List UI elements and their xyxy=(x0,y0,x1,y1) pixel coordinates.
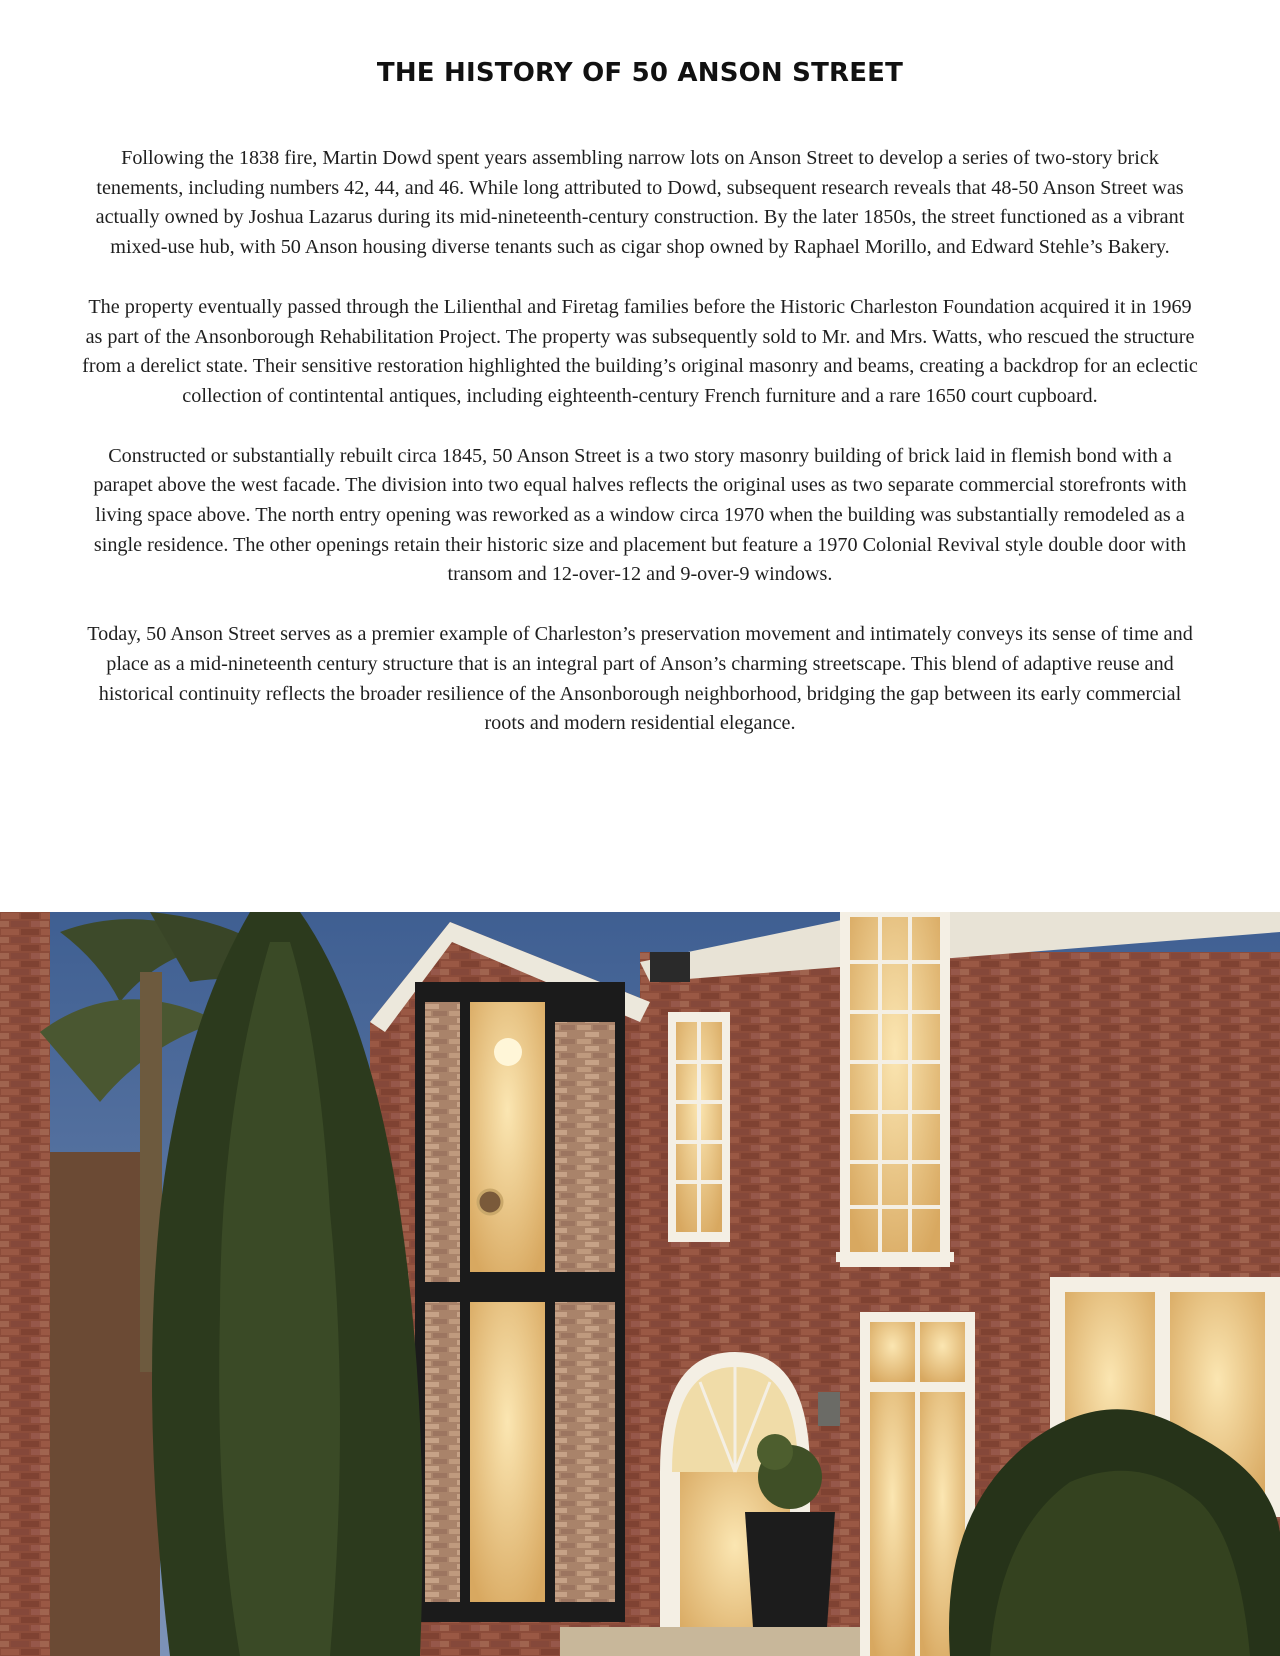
wall-lantern xyxy=(818,1392,840,1426)
house-illustration xyxy=(0,912,1280,1656)
left-wall xyxy=(0,912,50,1656)
upper-window-right xyxy=(836,912,954,1267)
history-paragraph-2: The property eventually passed through the Lilienthal and Firetag families before the Historic Charleston Foundation acquired it in 1969 as part of the Ansonborough Rehabilitation Project. The property was subsequently sold to Mr. and Mrs. Watts, who rescued the structure from a derelict state. Their sensitive restoration highlighted the building’s original masonry and beams, creating a backdrop for an eclectic collection of contintental antiques, including eighteenth-century French furniture and a rare 1650 court cupboard. xyxy=(82,295,1198,407)
glass-stair-tower xyxy=(415,982,625,1622)
history-paragraph-4: Today, 50 Anson Street serves as a premier example of Charleston’s preservation movement and intimately conveys its sense of time and place as a mid-nineteenth century structure that is an integral part of Anson’s charming streetscape. This blend of adaptive reuse and historical continuity reflects the broader resilience of the Ansonborough neighborhood, bridging the gap between its early commercial roots and modern residential elegance. xyxy=(87,623,1193,735)
history-body xyxy=(78,144,1202,769)
house-exterior-photo xyxy=(0,912,1280,1656)
page-title: THE HISTORY OF 50 ANSON STREET xyxy=(376,58,904,88)
courtyard-paving xyxy=(560,1627,860,1656)
upper-window-left xyxy=(668,1012,730,1242)
history-paragraph-1: Following the 1838 fire, Martin Dowd spent years assembling narrow lots on Anson Street to develop a series of two-story brick tenements, including numbers 42, 44, and 46. While long attributed to Dowd, subsequent research reveals that 48-50 Anson Street was actually owned by Joshua Lazarus during its mid-nineteenth-century construction. By the later 1850s, the street functioned as a vibrant mixed-use hub, with 50 Anson housing diverse tenants such as cigar shop owned by Raphael Morillo, and Edward Stehle’s Bakery. xyxy=(95,147,1185,259)
history-paragraph-3: Constructed or substantially rebuilt circa 1845, 50 Anson Street is a two story masonry building of brick laid in flemish bond with a parapet above the west facade. The division into two equal halves reflects the original uses as two separate commercial storefronts with living space above. The north entry opening was reworked as a window circa 1970 when the building was substantially remodeled as a single residence. The other openings retain their historic size and placement but feature a 1970 Colonial Revival style double door with transom and 12-over-12 and 9-over-9 windows. xyxy=(93,444,1187,586)
